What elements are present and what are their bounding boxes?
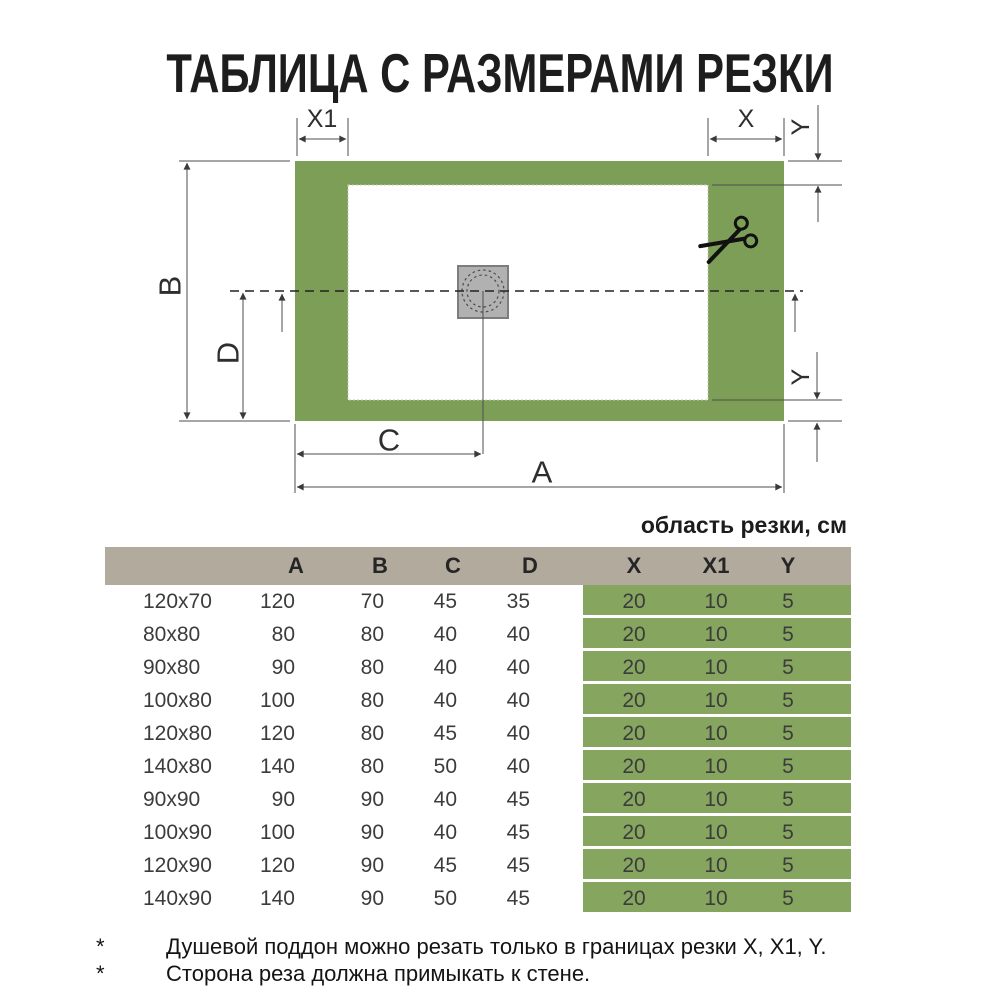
- cell-a: 120: [259, 854, 295, 877]
- cell-y: 5: [782, 755, 794, 778]
- cell-x1: 10: [704, 623, 728, 646]
- cell-x: 20: [622, 656, 646, 679]
- asterisk-marker: *: [96, 961, 105, 986]
- asterisk-marker: *: [96, 934, 105, 959]
- cell-a: 80: [271, 623, 295, 646]
- table-row: [105, 618, 851, 651]
- cell-a: 90: [271, 788, 295, 811]
- dim-label-a: A: [531, 454, 553, 490]
- row-size-label: 120x90: [143, 854, 212, 877]
- table-row: [105, 783, 851, 816]
- cell-y: 5: [782, 689, 794, 712]
- cell-a: 120: [259, 590, 295, 613]
- cell-y: 5: [782, 656, 794, 679]
- cell-y: 5: [782, 788, 794, 811]
- cell-b: 80: [360, 623, 384, 646]
- cell-x1: 10: [704, 821, 728, 844]
- cell-x1: 10: [704, 722, 728, 745]
- cell-x: 20: [622, 854, 646, 877]
- cell-d: 45: [506, 854, 530, 877]
- page-title: ТАБЛИЦА С РАЗМЕРАМИ РЕЗКИ: [166, 42, 834, 104]
- table-row: [105, 717, 851, 750]
- cell-y: 5: [782, 887, 794, 910]
- cell-x: 20: [622, 722, 646, 745]
- cell-d: 40: [506, 623, 530, 646]
- cell-d: 45: [506, 788, 530, 811]
- cell-a: 140: [259, 755, 295, 778]
- cell-c: 40: [433, 623, 457, 646]
- table-header-row: [105, 547, 851, 585]
- cell-x: 20: [622, 821, 646, 844]
- cell-y: 5: [782, 590, 794, 613]
- cell-x1: 10: [704, 590, 728, 613]
- cell-a: 140: [259, 887, 295, 910]
- cut-area-label: область резки, см: [640, 512, 847, 538]
- cell-b: 80: [360, 755, 384, 778]
- cell-y: 5: [782, 722, 794, 745]
- cell-b: 80: [360, 656, 384, 679]
- footnote-line: [0, 933, 1000, 960]
- cell-d: 45: [506, 821, 530, 844]
- cell-x: 20: [622, 755, 646, 778]
- cut-size-table: [105, 512, 851, 915]
- cell-b: 80: [360, 689, 384, 712]
- cell-x: 20: [622, 689, 646, 712]
- cell-d: 40: [506, 656, 530, 679]
- cell-c: 40: [433, 821, 457, 844]
- cell-x1: 10: [704, 656, 728, 679]
- cell-y: 5: [782, 821, 794, 844]
- row-size-label: 80x80: [143, 623, 201, 646]
- cell-x1: 10: [704, 854, 728, 877]
- table-row: [105, 651, 851, 684]
- cell-c: 50: [433, 755, 457, 778]
- table-body: [105, 585, 851, 915]
- dim-label-y-top: Y: [787, 118, 815, 136]
- cell-c: 40: [433, 689, 457, 712]
- cell-a: 90: [271, 656, 295, 679]
- cell-b: 90: [360, 854, 384, 877]
- cell-d: 40: [506, 722, 530, 745]
- cell-y: 5: [782, 854, 794, 877]
- footnotes: [0, 933, 1000, 987]
- column-header-x: X: [626, 553, 642, 578]
- cell-b: 70: [360, 590, 384, 613]
- tray-inner-area: [348, 185, 708, 400]
- cell-x1: 10: [704, 788, 728, 811]
- cell-x1: 10: [704, 689, 728, 712]
- cell-c: 50: [433, 887, 457, 910]
- row-size-label: 120x80: [143, 722, 212, 745]
- column-header-d: D: [522, 553, 538, 578]
- table-row: [105, 849, 851, 882]
- cell-a: 120: [259, 722, 295, 745]
- cell-c: 45: [433, 722, 457, 745]
- cell-a: 100: [259, 821, 295, 844]
- column-header-c: C: [445, 553, 461, 578]
- table-row: [105, 585, 851, 618]
- cell-x: 20: [622, 623, 646, 646]
- cell-c: 40: [433, 656, 457, 679]
- row-size-label: 90x90: [143, 788, 201, 811]
- table-row: [105, 684, 851, 717]
- cell-y: 5: [782, 623, 794, 646]
- cell-c: 45: [433, 590, 457, 613]
- cell-x: 20: [622, 788, 646, 811]
- footnote-text: Душевой поддон можно резать только в границах резки X, X1, Y.: [166, 934, 827, 959]
- cell-a: 100: [259, 689, 295, 712]
- dim-label-x: X: [737, 105, 755, 133]
- row-size-label: 90x80: [143, 656, 201, 679]
- cell-c: 40: [433, 788, 457, 811]
- column-header-x1: X1: [702, 553, 730, 578]
- footnote-line: [0, 960, 1000, 987]
- cell-b: 90: [360, 821, 384, 844]
- cell-d: 35: [506, 590, 530, 613]
- row-size-label: 140x90: [143, 887, 212, 910]
- cell-b: 80: [360, 722, 384, 745]
- cell-x: 20: [622, 887, 646, 910]
- cell-d: 45: [506, 887, 530, 910]
- table-row: [105, 750, 851, 783]
- row-size-label: 140x80: [143, 755, 212, 778]
- cell-c: 45: [433, 854, 457, 877]
- cell-b: 90: [360, 788, 384, 811]
- dim-label-b: B: [152, 275, 188, 297]
- dim-label-x1: X1: [306, 105, 338, 133]
- row-size-label: 100x90: [143, 821, 212, 844]
- cell-x1: 10: [704, 887, 728, 910]
- column-header-y: Y: [780, 553, 796, 578]
- dim-label-y-bottom: Y: [787, 368, 815, 386]
- row-size-label: 120x70: [143, 590, 212, 613]
- table-row: [105, 816, 851, 849]
- cell-b: 90: [360, 887, 384, 910]
- cell-d: 40: [506, 755, 530, 778]
- row-size-label: 100x80: [143, 689, 212, 712]
- cell-d: 40: [506, 689, 530, 712]
- column-header-a: A: [288, 553, 304, 578]
- cell-x1: 10: [704, 755, 728, 778]
- footnote-text: Сторона реза должна примыкать к стене.: [166, 961, 591, 986]
- cell-x: 20: [622, 590, 646, 613]
- table-row: [105, 882, 851, 915]
- dim-label-d: D: [210, 341, 246, 365]
- dim-label-c: C: [377, 422, 401, 458]
- column-header-b: B: [372, 553, 388, 578]
